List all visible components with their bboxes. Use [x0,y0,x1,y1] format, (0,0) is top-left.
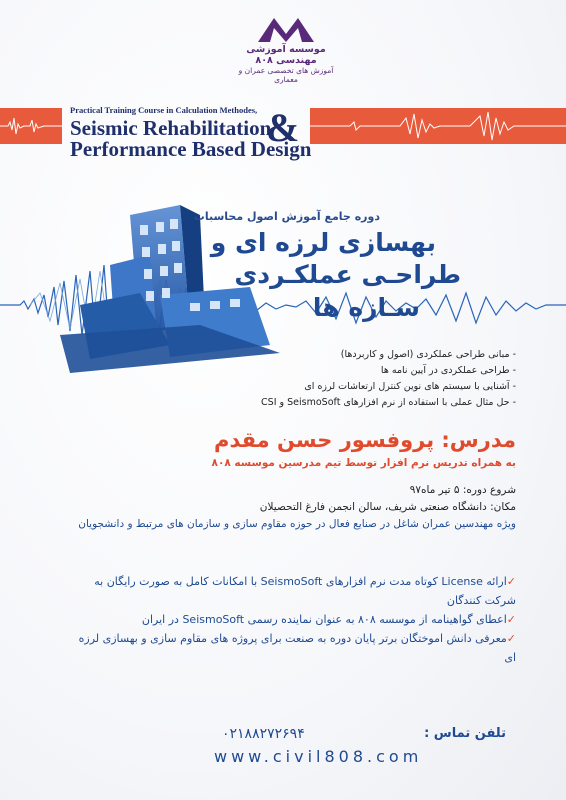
title-band [0,96,566,162]
logo-mark-icon [256,14,316,44]
headline-line-2: طراحـی عملکـردی [234,260,461,289]
phone-label: تلفن تماس : [424,726,506,741]
topic-text: مبانی طراحی عملکردی (اصول و کاربردها) [340,349,510,360]
logo-subtitle: آموزش های تخصصی عمران و معماری [238,66,334,84]
headline-line-3: سـازه ها [312,293,420,322]
logo-name: موسسه آموزشی مهندسی ۸۰۸ [246,44,326,66]
list-item: - آشنایی با سیستم های نوین کنترل ارتعاشات لرزه ای [304,381,516,392]
list-item: - مبانی طراحی عملکردی (اصول و کاربردها) [340,349,516,360]
start-date: شروع دوره: ۵ تیر ماه۹۷ [409,484,516,496]
check-icon: ✓ [506,575,516,588]
topic-text: طراحی عملکردی در آیین نامه ها [380,365,510,376]
seismic-wave-icon [0,108,62,144]
website-link[interactable]: www.civil808.com [214,747,423,766]
headline-line-1: بهسازی لرزه ای و [210,228,436,257]
title-line-1: Seismic Rehabilitation [70,116,272,140]
feature-text: ارائه License کوتاه مدت نرم افزارهای SeismoSoft با امکانات کامل به صورت رایگان به شرکت کنندگان [94,575,516,607]
feature-text: معرفی دانش اموختگان برتر پایان دوره به صنعت برای پروژه های مقاوم سازی و بهسازی لرزه ای [78,632,516,664]
teacher-name: مدرس: پروفسور حسن مقدم [214,428,516,452]
course-details [76,482,516,533]
phone-number[interactable]: ۰۲۱۸۸۲۷۲۶۹۴ [222,726,305,742]
topics-list [216,347,516,411]
list-item [76,572,516,610]
list-item: - حل مثال عملی با استفاده از نرم افزارهای SeismoSoft و CSI [261,397,516,408]
title-ampersand: & [266,105,300,150]
check-icon: ✓ [506,613,516,626]
list-item [76,629,516,667]
title-line-2: Performance Based Design [70,137,312,161]
seismic-wave-icon [310,108,566,144]
feature-text: اعطای گواهینامه از موسسه ۸۰۸ به عنوان نماینده رسمی SeismoSoft در ایران [141,613,507,626]
course-english-subtitle: Practical Training Course in Calculation Methodes, [70,105,258,115]
band-left-stripe [0,108,62,144]
teacher-subtitle: به همراه تدریس نرم افزار توسط تیم مدرسین موسسه ۸۰۸ [211,457,516,469]
audience: ویژه مهندسین عمران شاغل در صنایع فعال در حوزه مقاوم سازی و سازمان های مرتبط و دانشجویان [78,518,516,530]
features-list [76,572,516,667]
list-item [76,610,516,629]
list-item: - طراحی عملکردی در آیین نامه ها [380,365,516,376]
logo [236,14,336,84]
check-icon: ✓ [506,632,516,645]
venue: مکان: دانشگاه صنعتی شریف، سالن انجمن فارغ التحصیلان [259,501,516,513]
topic-text: آشنایی با سیستم های نوین کنترل ارتعاشات لرزه ای [304,381,510,392]
topic-text: حل مثال عملی با استفاده از نرم افزارهای SeismoSoft و CSI [261,397,510,408]
course-subtitle: دوره جامع آموزش اصول محاسبات [193,210,380,223]
band-right-stripe [310,108,566,144]
